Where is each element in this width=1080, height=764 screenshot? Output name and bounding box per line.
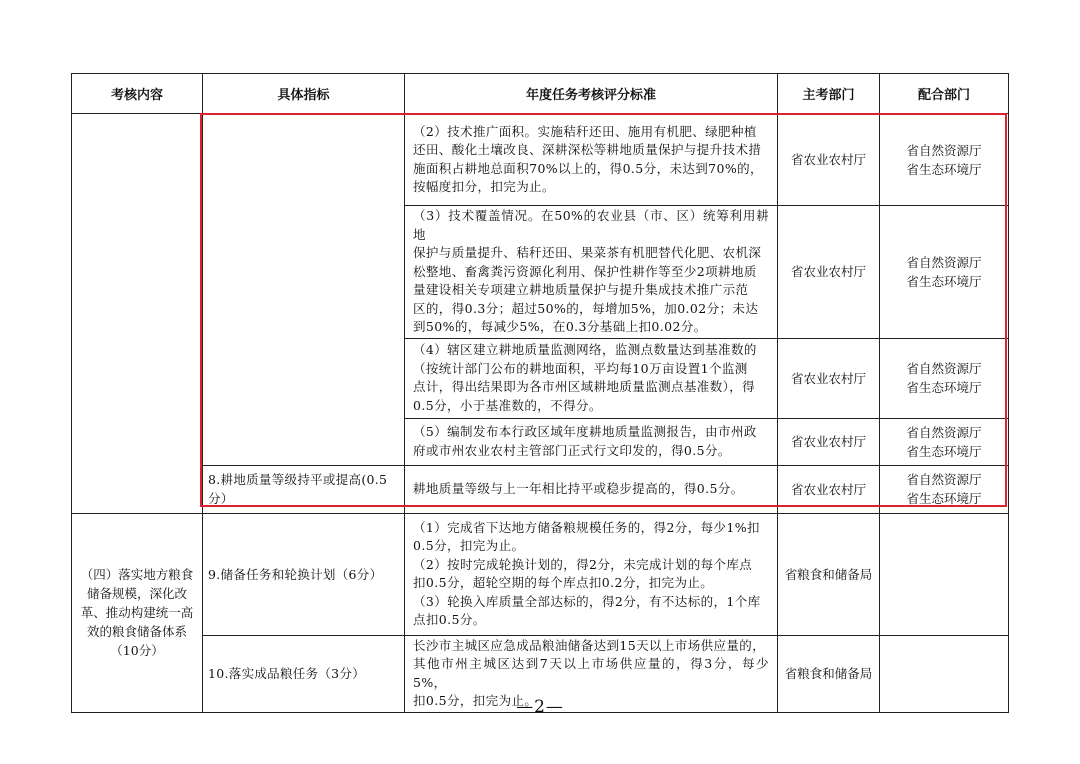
lead-dept-cell: 省农业农村厅 xyxy=(778,418,880,465)
lead-dept-cell: 省农业农村厅 xyxy=(778,338,880,418)
assist-dept-cell: 省自然资源厅 省生态环境厅 xyxy=(880,418,1009,465)
indicator-cell: 9.储备任务和轮换计划（6分） xyxy=(203,513,405,635)
table-row xyxy=(72,465,1009,513)
standard-cell: （2）技术推广面积。实施秸秆还田、施用有机肥、绿肥种植 还田、酸化土壤改良、深耕深松等耕地质量保护与提升技术措 施面积占耕地总面积70%以上的，得0.5分，未达到70%的， 按幅度扣分，扣完为止。 xyxy=(405,114,778,206)
standard-cell: （5）编制发布本行政区域年度耕地质量监测报告，由市州政 府或市州农业农村主管部门正式行文印发的，得0.5分。 xyxy=(405,418,778,465)
lead-dept-cell: 省农业农村厅 xyxy=(778,465,880,513)
lead-dept-cell: 省粮食和储备局 xyxy=(778,635,880,712)
assist-dept-cell: 省自然资源厅 省生态环境厅 xyxy=(880,114,1009,206)
header-indicator: 具体指标 xyxy=(203,74,405,114)
content-cell-empty xyxy=(72,114,203,514)
standard-cell: （4）辖区建立耕地质量监测网络，监测点数量达到基准数的 （按统计部门公布的耕地面积，平均每10万亩设置1个监测 点计，得出结果即为各市州区域耕地质量监测点基准数），得 0.5分，小于基准数的，不得分。 xyxy=(405,338,778,418)
lead-dept-cell: 省农业农村厅 xyxy=(778,206,880,339)
assessment-table xyxy=(71,73,1009,713)
assist-dept-cell: 省自然资源厅 省生态环境厅 xyxy=(880,206,1009,339)
standard-cell: 耕地质量等级与上一年相比持平或稳步提高的，得0.5分。 xyxy=(405,465,778,513)
table-row xyxy=(72,513,1009,635)
header-lead-dept: 主考部门 xyxy=(778,74,880,114)
assist-dept-cell: 省自然资源厅 省生态环境厅 xyxy=(880,465,1009,513)
indicator-cell-empty xyxy=(203,114,405,466)
table-row xyxy=(72,114,1009,206)
standard-cell: （3）技术覆盖情况。在50%的农业县（市、区）统筹利用耕地 保护与质量提升、秸秆还田、果菜茶有机肥替代化肥、农机深 松整地、畜禽粪污资源化利用、保护性耕作等至少2项耕地质 量建设相关专项建立耕地质量保护与提升集成技术推广示范 区的，得0.3分；超过50%的，每增加5%，加0.02分；未达 到50%的，每减少5%，在0.3分基础上扣0.02分。 xyxy=(405,206,778,339)
header-standard: 年度任务考核评分标准 xyxy=(405,74,778,114)
assist-dept-cell: 省自然资源厅 省生态环境厅 xyxy=(880,338,1009,418)
standard-cell: （1）完成省下达地方储备粮规模任务的，得2分，每少1%扣 0.5分，扣完为止。 （2）按时完成轮换计划的，得2分，未完成计划的每个库点 扣0.5分，超轮空期的每个库点扣0.2分，扣完为止。 （3）轮换入库质量全部达标的，得2分，有不达标的，1个库 点扣0.5分。 xyxy=(405,513,778,635)
standard-cell: 长沙市主城区应急成品粮油储备达到15天以上市场供应量的， 其他市州主城区达到7天以上市场供应量的，得3分，每少5%， 扣0.5分，扣完为止。 xyxy=(405,635,778,712)
table-header-row xyxy=(72,74,1009,114)
indicator-cell: 10.落实成品粮任务（3分） xyxy=(203,635,405,712)
lead-dept-cell: 省粮食和储备局 xyxy=(778,513,880,635)
page-number: —2— xyxy=(516,697,564,717)
assist-dept-cell-empty xyxy=(880,513,1009,635)
header-assist-dept: 配合部门 xyxy=(880,74,1009,114)
content-cell: （四）落实地方粮食 储备规模，深化改 革、推动构建统一高 效的粮食储备体系 （10分） xyxy=(72,513,203,712)
header-content: 考核内容 xyxy=(72,74,203,114)
lead-dept-cell: 省农业农村厅 xyxy=(778,114,880,206)
indicator-cell: 8.耕地质量等级持平或提高(0.5 分） xyxy=(203,465,405,513)
